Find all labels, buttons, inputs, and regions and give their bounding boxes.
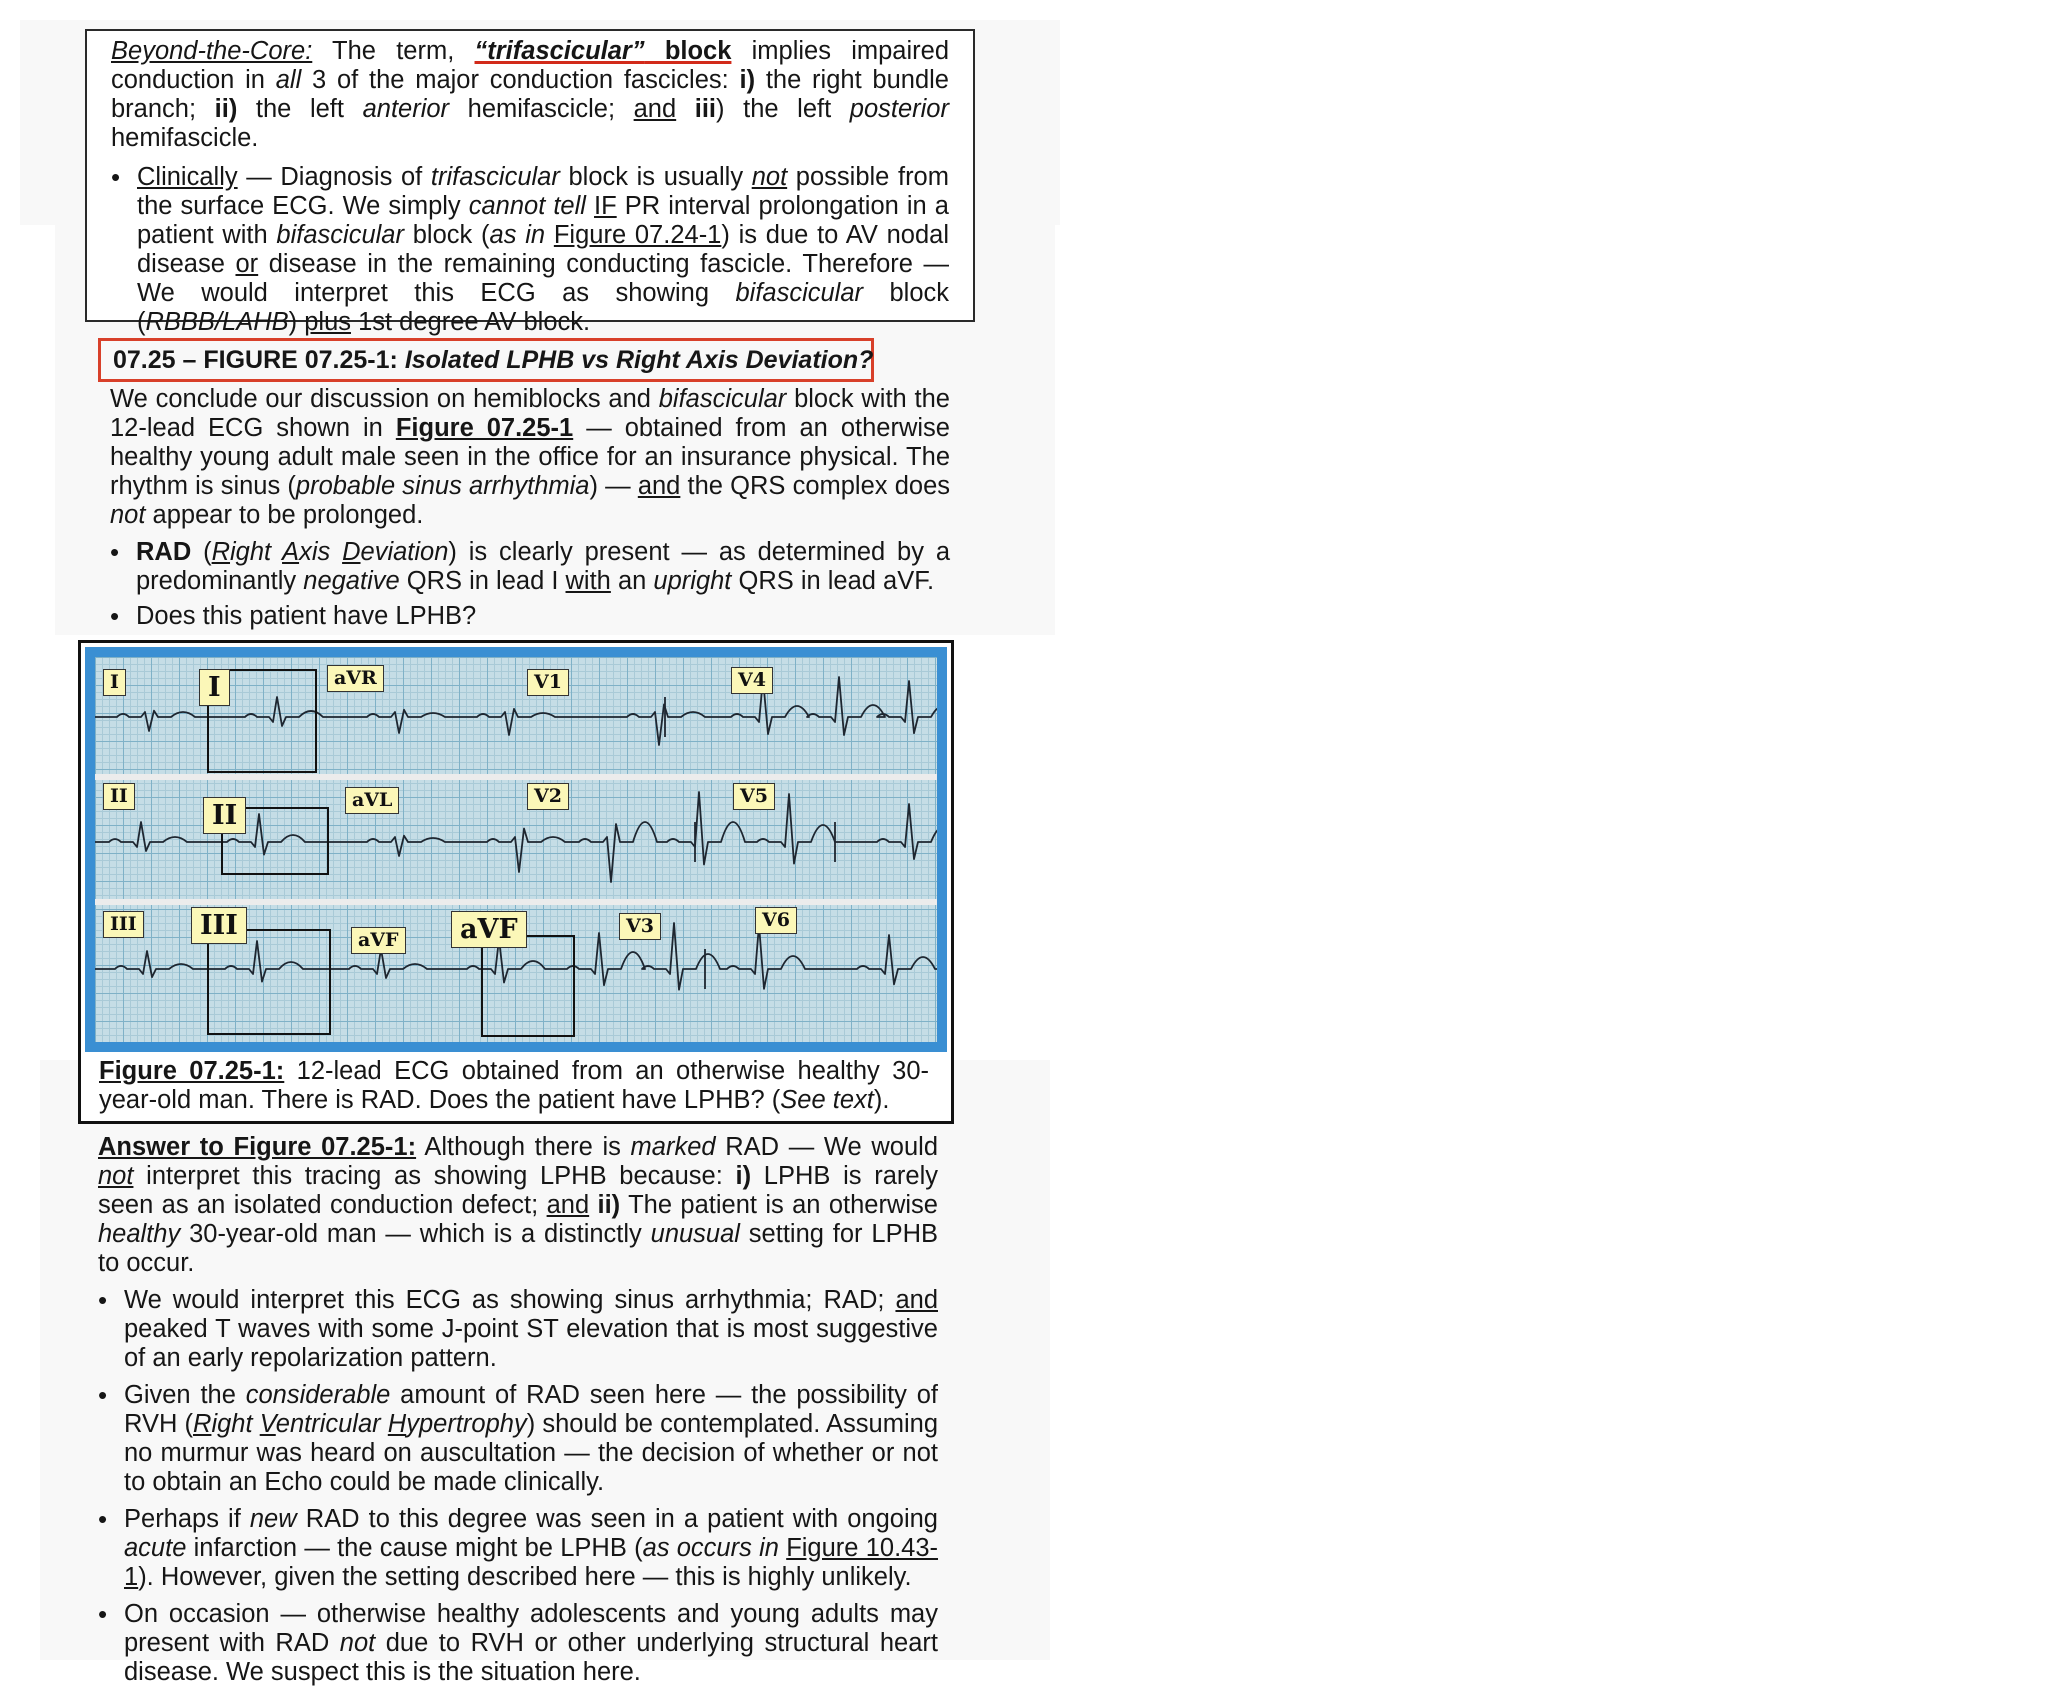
ecg-tracing [95, 657, 937, 1042]
rad-bullet: • RAD (Right Axis Deviation) is clearly present — as determined by a predominantly negative QRS in lead I with an upright QRS in lead aVF. [110, 538, 950, 596]
lead-label-i: I [103, 669, 126, 696]
lead-label-avf: aVF [351, 927, 406, 954]
answer-paragraph: Answer to Figure 07.25-1: Although there is marked RAD — We would not interpret this tracing as showing LPHB because: i) LPHB is rarely seen as an isolated conduction defect; and ii) The patient is an otherwise healthy 30-year-old man — which is a distinctly unusual setting for LPHB to occur. [98, 1133, 938, 1277]
lead-label-iii: III [103, 911, 144, 938]
beyond-the-core-bullets [111, 163, 949, 337]
interpretation-bullet: • We would interpret this ECG as showing sinus arrhythmia; RAD; and peaked T waves with some J-point ST elevation that is most suggestive of an early repolarization pattern. [98, 1286, 938, 1373]
lead-label-v6: V6 [755, 907, 797, 934]
lead-label-v5: V5 [733, 783, 775, 810]
answer-section [98, 1133, 938, 1695]
ecg-frame [85, 647, 947, 1052]
figure-caption: Figure 07.25-1: 12-lead ECG obtained from an otherwise healthy 30-year-old man. There is RAD. Does the patient have LPHB? (See text). [99, 1057, 929, 1114]
figure-10-43-1-link[interactable]: Figure 10.43-1 [124, 1534, 939, 1591]
figure-07-24-1-link[interactable]: Figure 07.24-1 [553, 221, 722, 249]
intro-bullets [110, 538, 950, 631]
beyond-the-core-paragraph: Beyond-the-Core: The term, “trifascicular” block implies impaired conduction in all 3 of the major conduction fascicles: i) the right bundle branch; ii) the left anterior hemifascicle; and iii) the left posterior hemifascicle. [111, 37, 950, 152]
clinically-bullet: • Clinically — Diagnosis of trifascicular block is usually not possible from the surface ECG. We simply cannot tell IF PR interval prolongation in a patient with bifascicular block (as in Figure 07.24-1) is due to AV nodal disease or disease in the remaining conducting fascicle. Therefore — We would interpret this ECG as showing bifascicular block (RBBB/LAHB) plus 1st degree AV block. [111, 163, 949, 337]
lead-label-avf-large: aVF [451, 911, 527, 948]
adolescents-bullet: • On occasion — otherwise healthy adolescents and young adults may present with RAD not due to RVH or other underlying structural heart disease. We suspect this is the situation here. [98, 1600, 938, 1687]
lead-label-v2: V2 [527, 783, 569, 810]
beyond-the-core-box [85, 29, 975, 336]
answer-bullets [98, 1286, 938, 1687]
intro-section [110, 385, 950, 637]
zoom-box-lead-iii [207, 929, 331, 1035]
lead-label-v3: V3 [619, 913, 661, 940]
figure-07-25-1-link[interactable]: Figure 07.25-1 [395, 414, 574, 442]
acute-infarction-bullet: • Perhaps if new RAD to this degree was seen in a patient with ongoing acute infarction — the cause might be LPHB (as occurs in Figure 10.43-1). However, given the setting described here — this is highly unlikely. [98, 1505, 938, 1592]
zoom-box-lead-avf [481, 935, 575, 1037]
ecg-figure [78, 640, 954, 1124]
lead-label-avr: aVR [327, 665, 384, 692]
lead-label-iii-large: III [191, 907, 247, 944]
lphb-question-bullet: • Does this patient have LPHB? [110, 602, 950, 631]
lead-label-ii-large: II [203, 797, 246, 834]
row-separator [95, 899, 937, 905]
lead-label-avl: aVL [345, 787, 399, 814]
intro-paragraph: We conclude our discussion on hemiblocks and bifascicular block with the 12-lead ECG shown in Figure 07.25-1 — obtained from an otherwise healthy young adult male seen in the office for an insurance physical. The rhythm is sinus (probable sinus arrhythmia) — and the QRS complex does not appear to be prolonged. [110, 385, 950, 529]
section-heading: 07.25 – FIGURE 07.25-1: Isolated LPHB vs Right Axis Deviation? [98, 338, 874, 382]
lead-label-i-large: I [199, 669, 230, 706]
row-separator [95, 774, 937, 780]
lead-label-v1: V1 [527, 669, 569, 696]
rvh-bullet: • Given the considerable amount of RAD seen here — the possibility of RVH (Right Ventricular Hypertrophy) should be contemplated. Assuming no murmur was heard on auscultation — the decision of whether or not to obtain an Echo could be made clinically. [98, 1381, 938, 1497]
lead-label-v4: V4 [731, 667, 773, 694]
lead-label-ii: II [103, 783, 135, 810]
